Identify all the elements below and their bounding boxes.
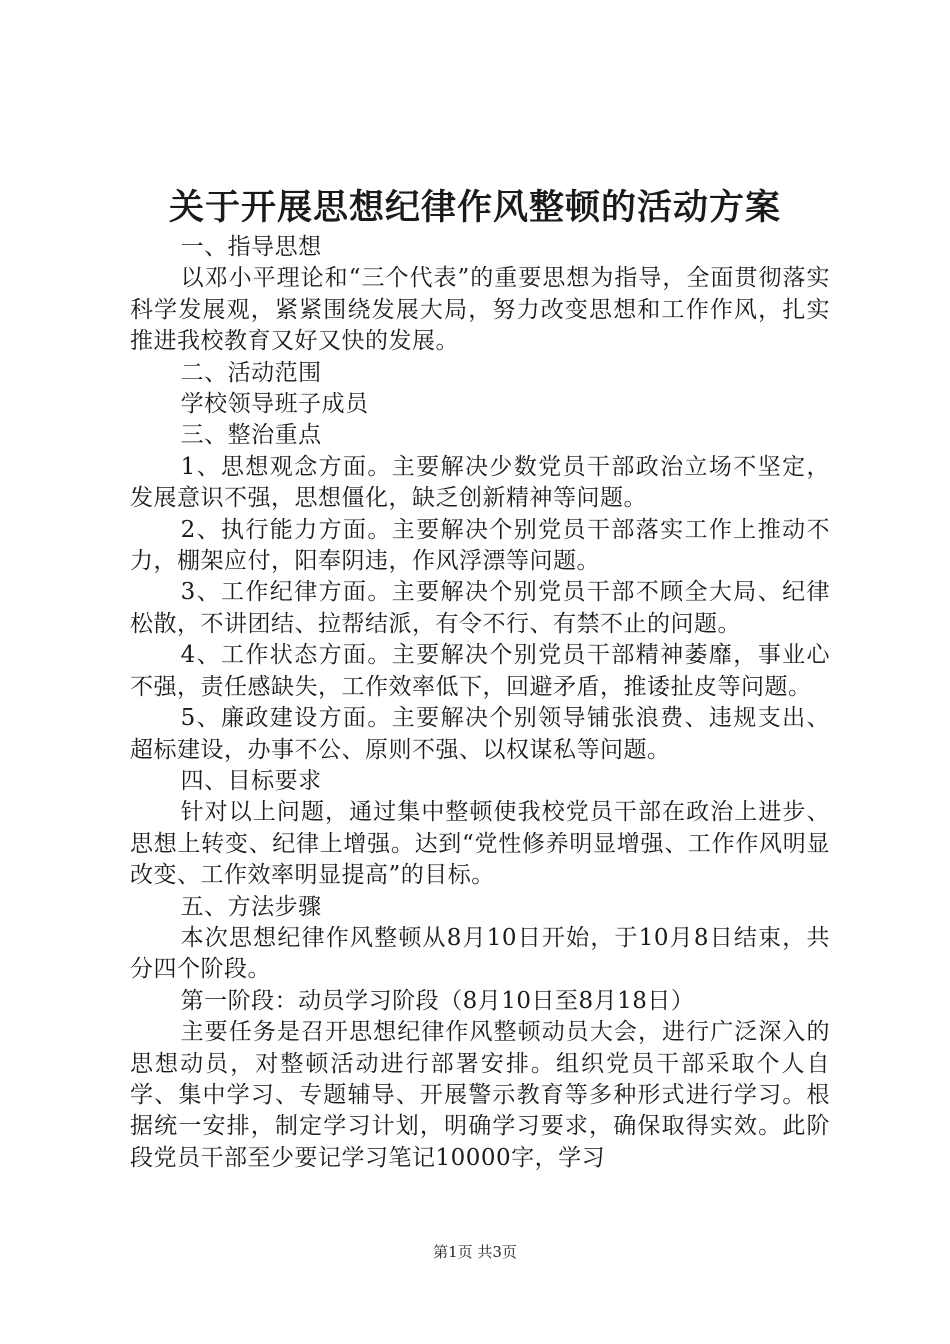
paragraph-guiding-thought: 以邓小平理论和“三个代表”的重要思想为指导，全面贯彻落实科学发展观，紧紧围绕发展大局，努力改变思想和工作作风，扎实推进我校教育又好又快的发展。 (130, 265, 830, 355)
paragraph-key-point-3: 3、工作纪律方面。主要解决个别党员干部不顾全大局、纪律松散，不讲团结、拉帮结派，有令不行、有禁不止的问题。 (130, 579, 830, 637)
paragraph-goals: 针对以上问题，通过集中整顿使我校党员干部在政治上进步、思想上转变、纪律上增强。达到“党性修养明显增强、工作作风明显改变、工作效率明显提高”的目标。 (130, 799, 830, 889)
section-heading-guiding-thought: 一、指导思想 (180, 234, 322, 260)
document-body (130, 232, 830, 1174)
section-heading-goals: 四、目标要求 (180, 767, 322, 794)
paragraph-activity-scope: 学校领导班子成员 (180, 391, 369, 418)
section-heading-key-points: 三、整治重点 (180, 422, 322, 449)
paragraph-stage-1-details: 主要任务是召开思想纪律作风整顿动员大会，进行广泛深入的思想动员，对整顿活动进行部署安排。组织党员干部采取个人自学、集中学习、专题辅导、开展警示教育等多种形式进行学习。根据统一安排，制定学习计划，明确学习要求，确保取得实效。此阶段党员干部至少要记学习笔记10000字，学习 (130, 1019, 830, 1171)
paragraph-key-point-4: 4、工作状态方面。主要解决个别党员干部精神萎靡，事业心不强，责任感缺失，工作效率低下，回避矛盾，推诿扯皮等问题。 (130, 642, 830, 700)
paragraph-stage-1-heading: 第一阶段：动员学习阶段（8月10日至8月18日） (180, 987, 695, 1014)
paragraph-key-point-2: 2、执行能力方面。主要解决个别党员干部落实工作上推动不力，棚架应付，阳奉阴违，作风浮漂等问题。 (130, 516, 830, 575)
paragraph-key-point-1: 1、思想观念方面。主要解决少数党员干部政治立场不坚定，发展意识不强，思想僵化，缺乏创新精神等问题。 (130, 453, 830, 512)
page-footer: 第1页 共3页 (433, 1243, 517, 1261)
section-heading-methods: 五、方法步骤 (180, 893, 322, 920)
paragraph-key-point-5: 5、廉政建设方面。主要解决个别领导铺张浪费、违规支出、超标建设，办事不公、原则不强、以权谋私等问题。 (130, 705, 830, 763)
section-heading-activity-scope: 二、活动范围 (180, 359, 322, 386)
document-title: 关于开展思想纪律作风整顿的活动方案 (168, 187, 781, 228)
paragraph-methods-overview: 本次思想纪律作风整顿从8月10日开始，于10月8日结束，共分四个阶段。 (130, 924, 830, 983)
